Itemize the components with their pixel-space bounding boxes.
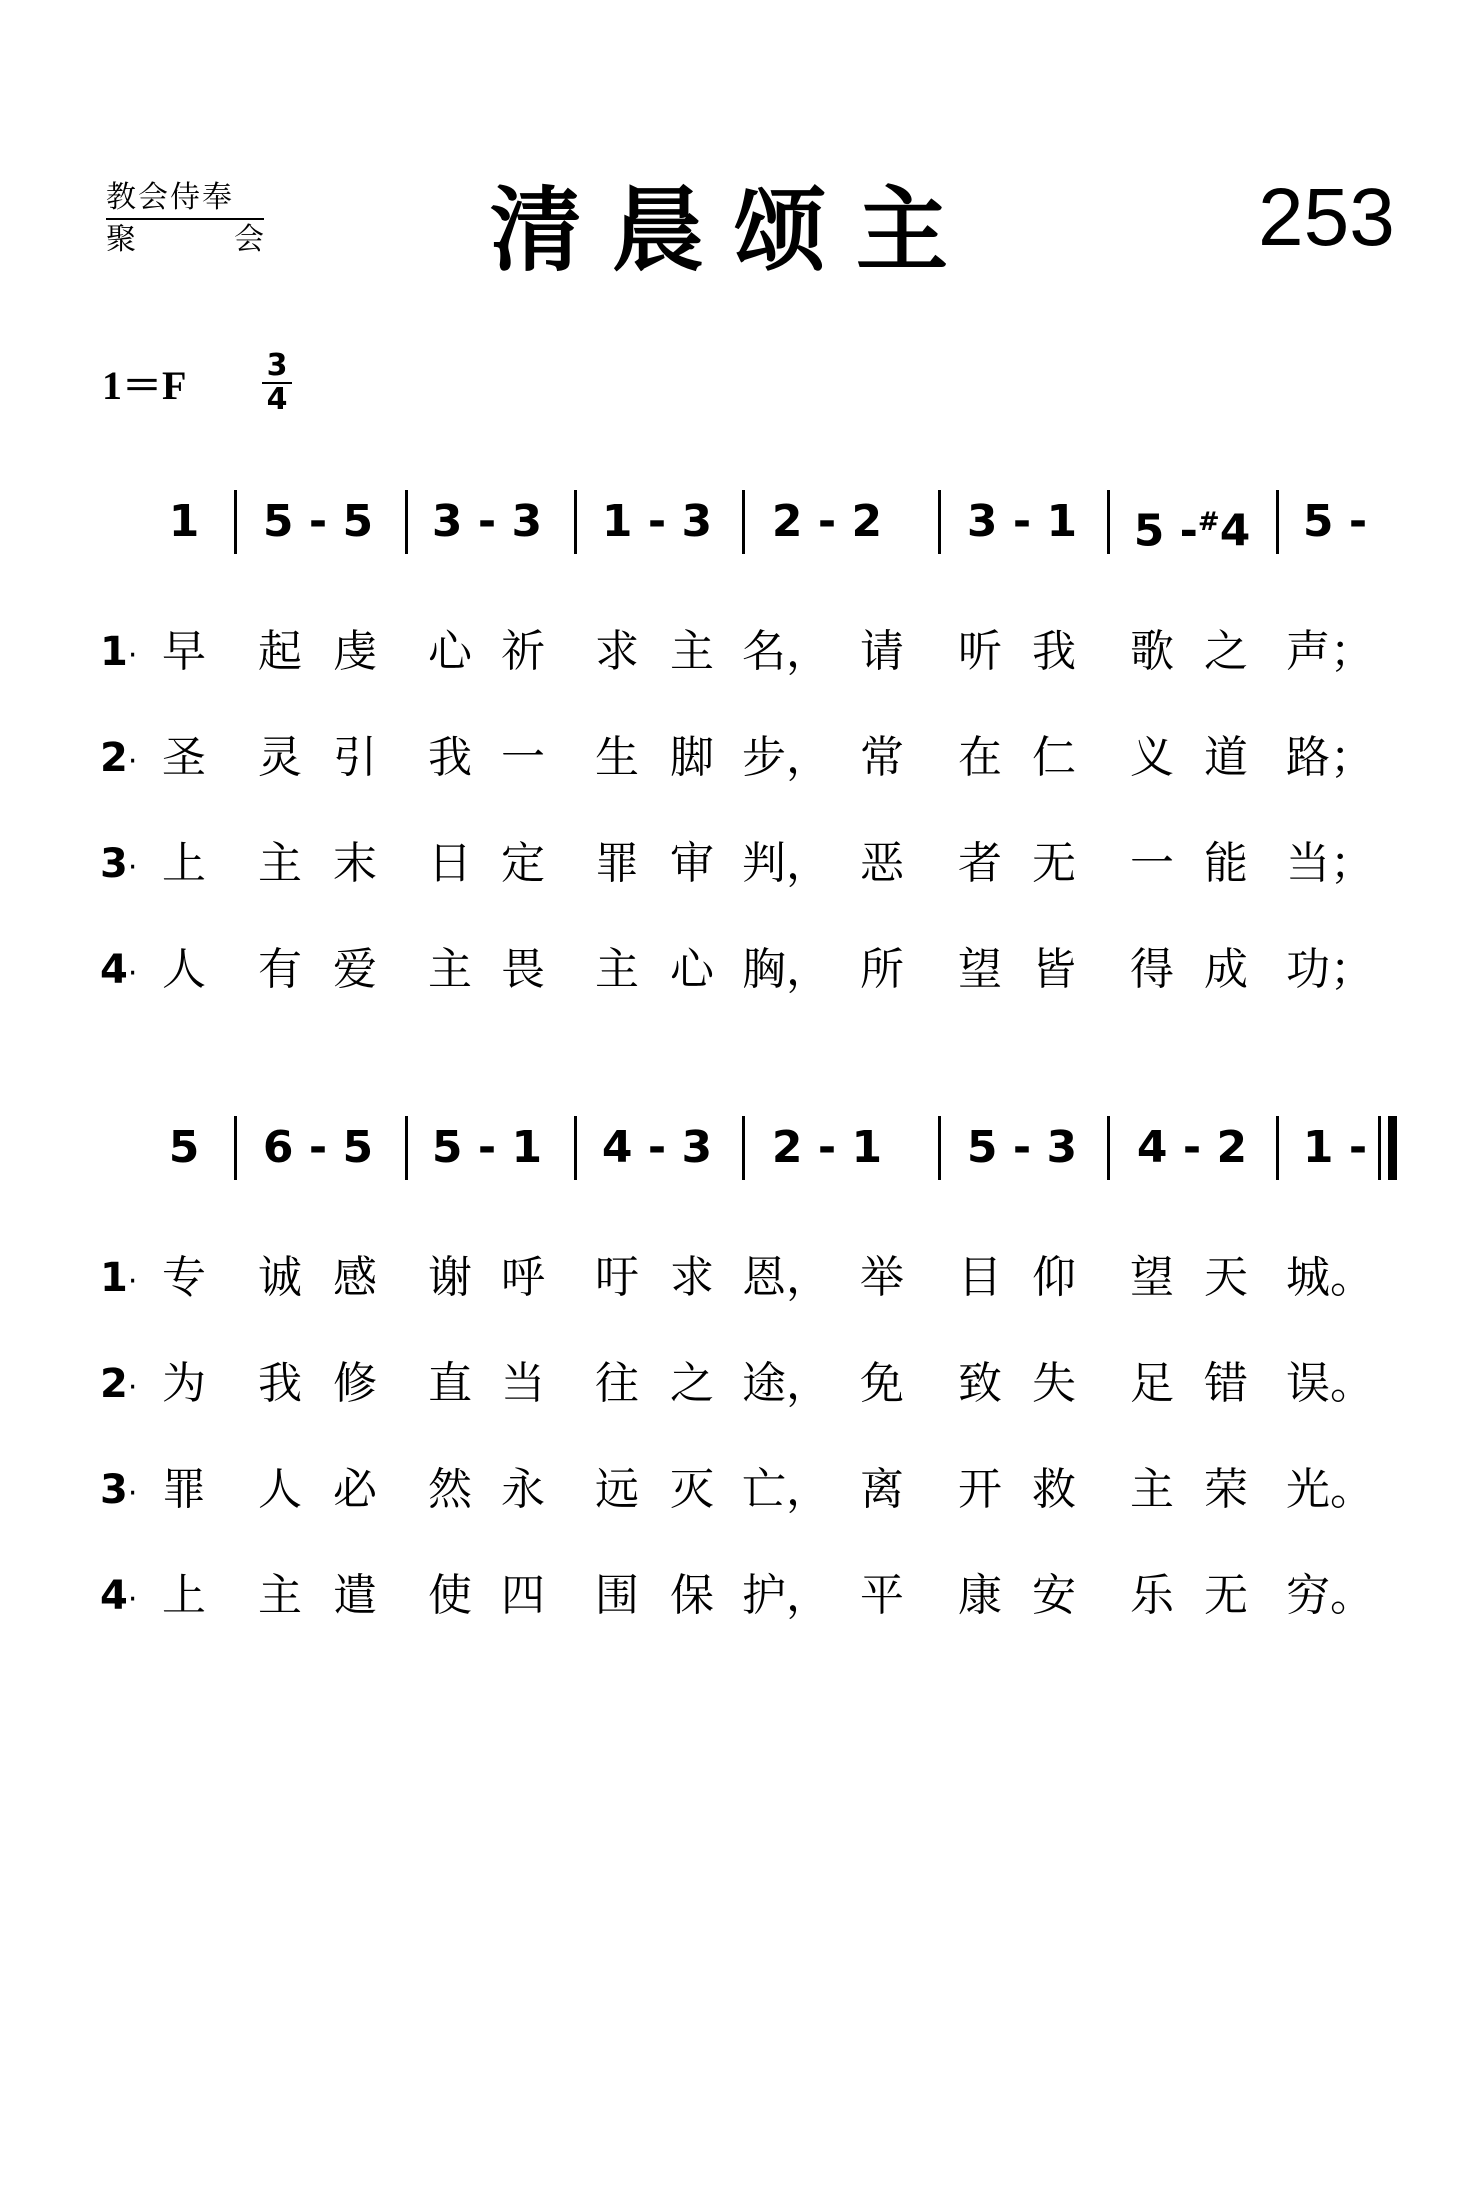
lyric-syllable: 呼 [501, 1252, 545, 1303]
lyric-syllable: 亡， [742, 1464, 830, 1515]
lyric-syllable: 主 [258, 838, 302, 889]
lyric-syllable: 直 [428, 1358, 472, 1409]
lyric-line [0, 728, 1477, 788]
time-signature-bottom: 4 [266, 382, 288, 417]
lyric-syllable: 必 [333, 1464, 377, 1515]
barline [938, 490, 941, 554]
note-group: 5 - 1 [431, 1122, 543, 1173]
lyric-syllable: 失 [1032, 1358, 1076, 1409]
lyric-syllable: 远 [595, 1464, 639, 1515]
note-group: 4 - 2 [1136, 1122, 1248, 1173]
lyric-syllable: 当； [1286, 838, 1374, 889]
lyric-syllable: 专 [162, 1252, 206, 1303]
lyric-syllable: 我 [1032, 626, 1076, 677]
lyric-syllable: 四 [501, 1570, 545, 1621]
barline [1107, 490, 1110, 554]
lyric-syllable: 上 [162, 838, 206, 889]
lyric-syllable: 成 [1204, 944, 1248, 995]
lyric-syllable: 感 [333, 1252, 377, 1303]
note-group: 3 - 1 [966, 496, 1078, 547]
verse-dot: · [127, 744, 138, 779]
verse-number: 3· [100, 841, 138, 887]
lyric-syllable: 天 [1204, 1252, 1248, 1303]
lyric-syllable: 诚 [258, 1252, 302, 1303]
lyric-syllable: 途， [742, 1358, 830, 1409]
verse-dot: · [127, 1476, 138, 1511]
lyric-syllable: 致 [958, 1358, 1002, 1409]
note-group: 5 - 5 [262, 496, 374, 547]
lyric-syllable: 无 [1204, 1570, 1248, 1621]
lyric-syllable: 一 [1130, 838, 1174, 889]
lyric-syllable: 足 [1130, 1358, 1174, 1409]
verse-number: 4· [100, 1573, 138, 1619]
lyric-syllable: 圣 [162, 732, 206, 783]
note-group: 2 - 1 [771, 1122, 883, 1173]
verse-number: 2· [100, 735, 138, 781]
lyric-syllable: 护， [742, 1570, 830, 1621]
lyric-syllable: 爱 [333, 944, 377, 995]
verse-number: 2· [100, 1361, 138, 1407]
note-group: 1 - [1302, 1122, 1368, 1173]
lyric-syllable: 起 [258, 626, 302, 677]
lyric-syllable: 光。 [1286, 1464, 1374, 1515]
lyric-syllable: 当 [501, 1358, 545, 1409]
lyric-syllable: 免 [860, 1358, 904, 1409]
lyric-syllable: 围 [595, 1570, 639, 1621]
note-group: 6 - 5 [262, 1122, 374, 1173]
lyric-syllable: 一 [501, 732, 545, 783]
lyric-syllable: 得 [1130, 944, 1174, 995]
lyric-syllable: 上 [162, 1570, 206, 1621]
lyric-syllable: 心 [428, 626, 472, 677]
lyric-syllable: 平 [860, 1570, 904, 1621]
note-group: 5 - 3 [966, 1122, 1078, 1173]
key-signature: 1＝F [102, 363, 187, 408]
lyric-syllable: 我 [258, 1358, 302, 1409]
lyric-syllable: 主 [595, 944, 639, 995]
lyric-syllable: 心 [670, 944, 714, 995]
lyric-syllable: 罪 [162, 1464, 206, 1515]
lyric-syllable: 乐 [1130, 1570, 1174, 1621]
lyric-syllable: 引 [333, 732, 377, 783]
lyric-syllable: 判， [742, 838, 830, 889]
lyric-syllable: 声； [1286, 626, 1374, 677]
barline [234, 1116, 237, 1180]
notes-row [0, 482, 1477, 562]
barline [405, 490, 408, 554]
category-line-1: 教会侍奉 [106, 180, 264, 220]
lyric-syllable: 灵 [258, 732, 302, 783]
lyric-syllable: 畏 [501, 944, 545, 995]
lyric-syllable: 目 [958, 1252, 1002, 1303]
lyric-syllable: 灭 [670, 1464, 714, 1515]
barline [742, 1116, 745, 1180]
verse-dot: · [127, 638, 138, 673]
final-barline-thin [1378, 1116, 1381, 1180]
category-line-2-right: 会 [234, 222, 264, 257]
verse-dot: · [127, 1264, 138, 1299]
barline [742, 490, 745, 554]
lyric-syllable: 举 [860, 1252, 904, 1303]
verse-dot: · [127, 850, 138, 885]
lyric-syllable: 使 [428, 1570, 472, 1621]
note-group: 2 - 2 [771, 496, 883, 547]
lyric-syllable: 城。 [1286, 1252, 1374, 1303]
barline [234, 490, 237, 554]
lyric-syllable: 荣 [1204, 1464, 1248, 1515]
lyric-syllable: 救 [1032, 1464, 1076, 1515]
lyric-syllable: 所 [860, 944, 904, 995]
lyric-syllable: 康 [958, 1570, 1002, 1621]
lyric-syllable: 主 [1130, 1464, 1174, 1515]
barline [1276, 1116, 1279, 1180]
note-group: 1 [168, 496, 200, 547]
note-group: 5 -#4 [1133, 505, 1251, 557]
lyric-syllable: 主 [428, 944, 472, 995]
lyric-syllable: 离 [860, 1464, 904, 1515]
verse-dot: · [127, 956, 138, 991]
sharp-sign: # [1197, 507, 1220, 537]
lyric-syllable: 误。 [1286, 1358, 1374, 1409]
lyric-syllable: 穷。 [1286, 1570, 1374, 1621]
lyric-line [0, 1460, 1477, 1520]
lyric-syllable: 定 [501, 838, 545, 889]
lyric-syllable: 之 [1204, 626, 1248, 677]
lyric-syllable: 为 [162, 1358, 206, 1409]
lyric-syllable: 虔 [333, 626, 377, 677]
lyric-syllable: 脚 [670, 732, 714, 783]
hymn-number: 253 [1258, 172, 1395, 263]
lyric-syllable: 名， [742, 626, 830, 677]
lyric-syllable: 审 [670, 838, 714, 889]
lyric-syllable: 歌 [1130, 626, 1174, 677]
lyric-syllable: 安 [1032, 1570, 1076, 1621]
lyric-line [0, 834, 1477, 894]
lyric-syllable: 开 [958, 1464, 1002, 1515]
lyric-syllable: 早 [162, 626, 206, 677]
lyric-syllable: 之 [670, 1358, 714, 1409]
note-group: 3 - 3 [431, 496, 543, 547]
category-line-2-left: 聚 [106, 222, 136, 257]
lyric-line [0, 1354, 1477, 1414]
lyric-syllable: 生 [595, 732, 639, 783]
lyric-syllable: 仁 [1032, 732, 1076, 783]
note-group: 5 - [1302, 496, 1368, 547]
lyric-syllable: 祈 [501, 626, 545, 677]
lyric-syllable: 有 [258, 944, 302, 995]
verse-dot: · [127, 1370, 138, 1405]
lyric-syllable: 我 [428, 732, 472, 783]
barline [405, 1116, 408, 1180]
lyric-line [0, 622, 1477, 682]
lyric-syllable: 路； [1286, 732, 1374, 783]
lyric-syllable: 能 [1204, 838, 1248, 889]
lyric-syllable: 人 [258, 1464, 302, 1515]
lyric-syllable: 求 [670, 1252, 714, 1303]
lyric-syllable: 请 [860, 626, 904, 677]
lyric-syllable: 步， [742, 732, 830, 783]
verse-number: 3· [100, 1467, 138, 1513]
lyric-syllable: 在 [958, 732, 1002, 783]
barline [938, 1116, 941, 1180]
hymn-title: 清晨颂主 [490, 177, 979, 284]
lyric-syllable: 望 [958, 944, 1002, 995]
lyric-syllable: 修 [333, 1358, 377, 1409]
lyric-syllable: 然 [428, 1464, 472, 1515]
lyric-syllable: 吁 [595, 1252, 639, 1303]
lyric-syllable: 遣 [333, 1570, 377, 1621]
lyric-line [0, 1248, 1477, 1308]
lyric-syllable: 恶 [860, 838, 904, 889]
lyric-syllable: 罪 [595, 838, 639, 889]
lyric-line [0, 940, 1477, 1000]
lyric-syllable: 者 [958, 838, 1002, 889]
barline [1276, 490, 1279, 554]
time-signature-top: 3 [262, 350, 292, 384]
note-group: 1 - 3 [601, 496, 713, 547]
lyric-syllable: 功； [1286, 944, 1374, 995]
lyric-syllable: 求 [595, 626, 639, 677]
lyric-syllable: 主 [670, 626, 714, 677]
lyric-syllable: 道 [1204, 732, 1248, 783]
lyric-line [0, 1566, 1477, 1626]
lyric-syllable: 谢 [428, 1252, 472, 1303]
lyric-syllable: 皆 [1032, 944, 1076, 995]
notes-row [0, 1108, 1477, 1188]
lyric-syllable: 常 [860, 732, 904, 783]
verse-number: 1· [100, 1255, 138, 1301]
lyric-syllable: 末 [333, 838, 377, 889]
lyric-syllable: 人 [162, 944, 206, 995]
lyric-syllable: 无 [1032, 838, 1076, 889]
lyric-syllable: 听 [958, 626, 1002, 677]
lyric-syllable: 错 [1204, 1358, 1248, 1409]
lyric-syllable: 主 [258, 1570, 302, 1621]
lyric-syllable: 恩， [742, 1252, 830, 1303]
lyric-syllable: 保 [670, 1570, 714, 1621]
lyric-syllable: 胸， [742, 944, 830, 995]
lyric-syllable: 仰 [1032, 1252, 1076, 1303]
barline [1107, 1116, 1110, 1180]
lyric-syllable: 义 [1130, 732, 1174, 783]
note-group: 4 - 3 [601, 1122, 713, 1173]
lyric-syllable: 望 [1130, 1252, 1174, 1303]
lyric-syllable: 往 [595, 1358, 639, 1409]
verse-number: 1· [100, 629, 138, 675]
verse-dot: · [127, 1582, 138, 1617]
lyric-syllable: 永 [501, 1464, 545, 1515]
note-group: 5 [168, 1122, 200, 1173]
barline [574, 490, 577, 554]
final-barline-thick [1388, 1116, 1397, 1180]
lyric-syllable: 日 [428, 838, 472, 889]
barline [574, 1116, 577, 1180]
verse-number: 4· [100, 947, 138, 993]
